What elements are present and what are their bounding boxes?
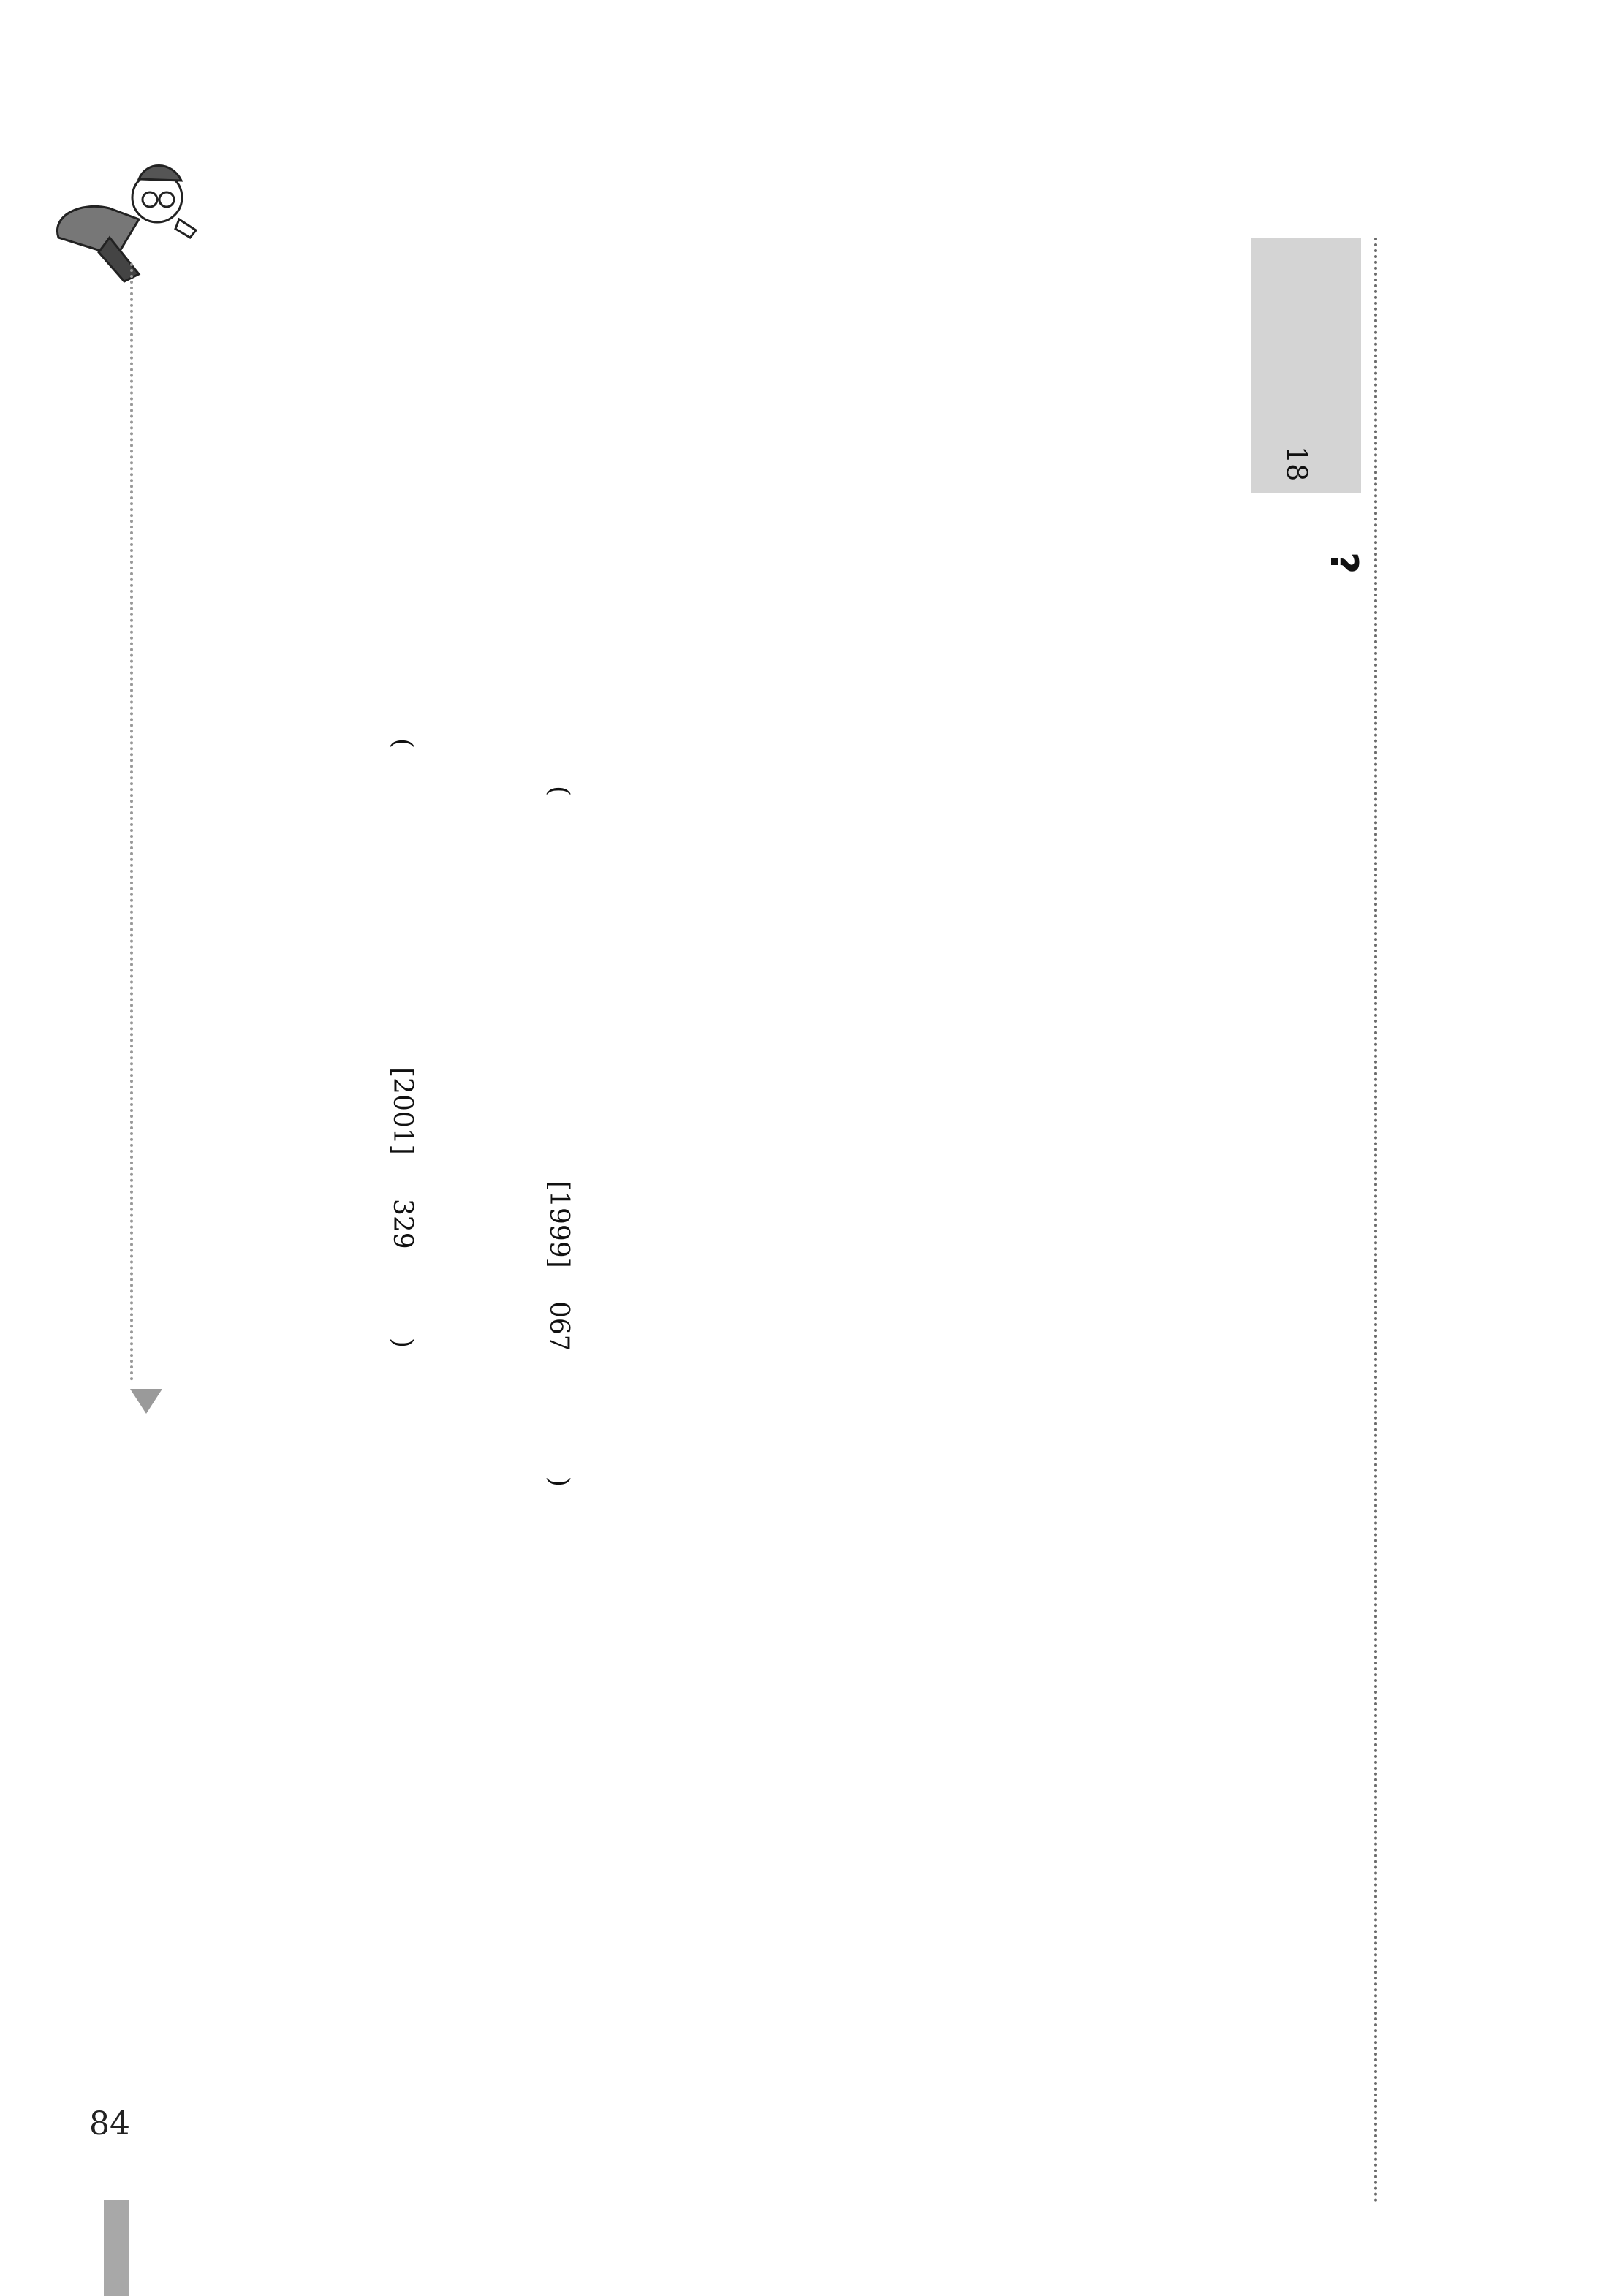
citation-2-open: (: [387, 738, 417, 749]
citation-2-year: [2001]: [387, 1067, 417, 1155]
page-number: 84: [89, 2105, 130, 2142]
header-rule: [1374, 238, 1377, 2204]
question-number: 18: [1281, 446, 1313, 482]
citation-1-open: (: [544, 786, 574, 797]
page-edge-tab: [104, 2200, 129, 2296]
sidebar-rule: [130, 263, 133, 1382]
question-mark: ?: [1322, 552, 1365, 575]
mascot-illustration: [29, 128, 205, 296]
arrow-down-icon: [130, 1389, 162, 1414]
citation-1-page: 067: [544, 1301, 574, 1352]
citation-2-close: ): [387, 1338, 417, 1349]
citation-1-year: [1999]: [544, 1181, 574, 1268]
citation-1-close: ): [544, 1477, 574, 1488]
citation-2-page: 329: [387, 1199, 417, 1249]
